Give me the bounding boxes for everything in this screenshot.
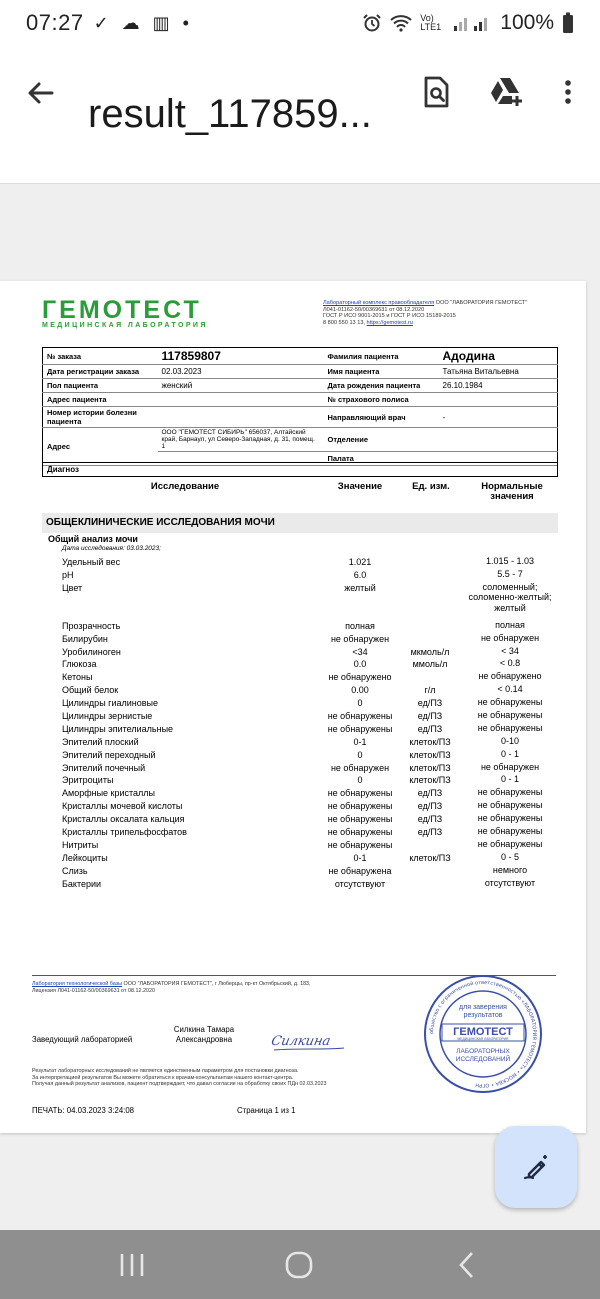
result-norm: полная [495,619,525,630]
head-of-lab-name: Силкина Тамара Александровна [173,1025,235,1044]
result-name: pH [62,569,74,580]
result-value: не обнаружено [328,672,392,683]
result-value: 6.0 [353,569,367,580]
result-unit: клеток/ПЗ [409,749,451,760]
result-value: не обнаружены [327,723,393,734]
status-right [362,11,574,35]
gemotest-logo [42,296,208,329]
order-label: № заказа [43,348,158,365]
result-value: 0.00 [351,685,369,696]
rights-holder-link[interactable]: Лабораторный комплекс правообладателя [323,300,435,306]
ward-label: Палата [324,452,439,466]
results-table [0,556,586,890]
signal-icon [452,14,492,32]
result-row [0,826,586,839]
add-to-drive-button[interactable] [488,74,524,110]
result-norm: не обнаружены [477,826,543,837]
result-norm: соломенный; соломенно-желтый; желтый [468,581,552,613]
result-norm: < 0.14 [497,684,523,695]
col-norm: Нормальные значения [481,481,543,502]
result-unit: ед/ПЗ [417,723,443,734]
network-label: Vo) LTE1 [420,13,442,32]
edit-annotate-fab[interactable] [495,1126,577,1208]
app-bar [0,46,600,184]
dob-label: Дата рождения пациента [324,379,439,393]
diagnosis-row: Диагноз [42,462,558,477]
col-unit: Ед. изм. [412,481,450,492]
result-value: 0 [357,749,363,760]
result-norm: не обнаружены [477,838,543,849]
patient-address-value [158,393,324,407]
policy-label: № страхового полиса [324,393,439,407]
col-value: Значение [337,481,383,492]
result-name: Эпителий почечный [62,762,146,773]
stamp-brand: ГЕМОТЕСТ [453,1026,513,1038]
result-value: не обнаружены [327,711,393,722]
result-row [0,813,586,826]
result-name: Лейкоциты [62,852,108,863]
name-value: Татьяна Витальевна [439,365,558,379]
stamp-top2: результатов [463,1012,503,1019]
result-norm: 5.5 - 7 [497,568,523,579]
sex-label: Пол пациента [43,379,158,393]
result-unit: ед/ПЗ [417,711,443,722]
result-row [0,710,586,723]
result-value: 0-1 [353,736,367,747]
more-options-button[interactable] [556,74,580,110]
stamp-ring-text: общество с ограниченной ответственностью «ЛАБОРАТОРИЯ ГЕМОТЕСТ» • МОСКВА • ОГРН [428,979,538,1089]
result-row [0,839,586,852]
result-value: не обнаружен [330,762,390,773]
result-row [0,646,586,659]
recents-icon [112,1248,152,1282]
result-value: <34 [352,646,368,657]
search-in-document-button[interactable] [418,74,454,110]
patient-address-label: Адрес пациента [43,393,158,407]
result-row [0,671,586,684]
legal-info [323,300,568,326]
back-nav-button[interactable] [447,1248,487,1282]
result-name: Цилиндры гиалиновые [62,698,158,709]
result-name: Бактерии [62,878,102,889]
signature [270,1029,350,1060]
result-value: не обнаружены [327,801,393,812]
patient-info-table [42,347,558,466]
result-row [0,878,586,891]
lab-license: Лицензия Л041-01162-50/00369631 от 08.12.2020 [32,987,155,994]
legal-license: Л041-01162-50/00369631 от 08.12.2020 [323,306,425,313]
result-unit: клеток/ПЗ [409,852,451,863]
result-norm: < 34 [501,645,519,656]
result-norm: не обнаружены [477,787,543,798]
result-name: Уробилиноген [62,646,121,657]
result-row [0,633,586,646]
result-norm: < 0.8 [499,658,521,669]
result-name: Цилиндры зернистые [62,711,153,722]
address-value: ООО "ГЕМОТЕСТ СИБИРЬ" 656037, Алтайский край, Барнаул, ул Северо-Западная, д. 31, помещ. 1 [158,428,324,452]
website-link[interactable]: https://gemotest.ru [366,319,413,326]
result-unit: ммоль/л [412,659,448,670]
order-value: 117859807 [158,348,324,365]
result-unit: клеток/ПЗ [409,762,451,773]
recent-apps-button[interactable] [112,1248,152,1282]
result-name: Эпителий переходный [62,749,156,760]
home-button[interactable] [279,1248,319,1282]
result-norm: 1.015 - 1.03 [485,556,535,566]
result-value: 0-1 [353,852,367,863]
wifi-icon [390,14,412,32]
disclaimer-line-3: Получая данный результат анализов, пациент подтверждает, что давал согласие на обработку своих ПДн 02.03.2023 [32,1081,327,1088]
result-unit: ед/ПЗ [417,827,443,838]
result-norm: отсутствуют [484,877,536,888]
result-norm: немного [492,864,528,875]
history-value [158,407,324,428]
result-name: Прозрачность [62,620,121,631]
result-row [0,762,586,775]
print-date: ПЕЧАТЬ: 04.03.2023 3:24:08 [32,1106,135,1115]
page-number: Страница 1 из 1 [237,1106,296,1115]
result-value: 0 [357,698,363,709]
result-value: желтый [344,582,376,593]
result-norm: 0 - 1 [500,774,519,785]
result-value: 0.0 [353,659,367,670]
result-name: Удельный вес [62,557,121,567]
result-value: не обнаружена [328,865,392,876]
stamp-bottom1: ЛАБОРАТОРНЫХ [456,1048,510,1055]
result-value: не обнаружены [327,788,393,799]
document-page[interactable] [0,281,586,1133]
legal-phone: 8 800 550 13 13, [323,319,367,326]
chevron-left-icon [447,1248,487,1282]
result-unit: клеток/ПЗ [409,736,451,747]
battery-icon [562,12,574,34]
result-name: Аморфные кристаллы [62,788,156,799]
notification-icons: ✓ ☁ ▥ • [93,12,193,33]
result-row [0,569,586,582]
result-row [0,865,586,878]
sex-value: женский [158,379,324,393]
home-icon [279,1248,319,1282]
result-value: не обнаружен [330,633,390,644]
result-norm: не обнаружен [480,761,540,772]
department-value [439,428,558,452]
surname-label: Фамилия пациента [324,348,439,365]
pen-sparkle-icon [521,1152,551,1182]
result-name: Эритроциты [62,775,114,786]
result-row [0,684,586,697]
result-name: Кристаллы трипельфосфатов [62,827,187,838]
doctor-value: - [439,407,558,428]
subsection-title: Общий анализ мочи [48,534,138,544]
result-unit: ед/ПЗ [417,698,443,709]
result-unit: ед/ПЗ [417,801,443,812]
legal-gost: ГОСТ Р ИСО 9001-2015 и ГОСТ Р ИСО 15189-2015 [323,313,456,320]
result-value: 0 [357,775,363,786]
result-name: Глюкоза [62,659,97,670]
result-row [0,787,586,800]
alarm-icon [362,13,382,33]
result-row [0,749,586,762]
dob-value: 26.10.1984 [439,379,558,393]
result-row [0,620,586,633]
head-of-lab-label: Заведующий лабораторией [32,1035,133,1044]
lab-text: ООО "ЛАБОРАТОРИЯ ГЕМОТЕСТ", г Люберцы, пр-кт Октябрьский, д. 183, [122,981,311,987]
status-bar [0,0,600,46]
result-row [0,658,586,671]
lab-stamp [422,973,544,1100]
result-value: не обнаружены [327,827,393,838]
col-study: Исследование [150,481,220,492]
doctor-label: Направляющий врач [324,407,439,428]
result-value: не обнаружены [327,814,393,825]
policy-value [439,393,558,407]
result-norm: 0 - 1 [500,748,519,759]
result-name: Цилиндры эпителиальные [62,723,174,734]
history-label: Номер истории болезни пациента [43,407,158,428]
reg-date-label: Дата регистрации заказа [43,365,158,379]
result-unit: мкмоль/л [410,646,450,657]
system-nav-bar [0,1230,600,1299]
stamp-top: для заверения [459,1004,507,1011]
disclaimer-line-1: Результат лабораторных исследований не является единственным параметром для постановки диагноза. [32,1068,299,1074]
result-name: Кристаллы оксалата кальция [62,814,185,825]
result-unit: ед/ПЗ [417,814,443,825]
result-norm: не обнаружен [480,632,540,643]
surname-value: Адодина [439,348,558,365]
result-norm: не обнаружено [478,671,542,682]
result-name: Слизь [62,865,88,876]
stamp-bottom2: ИССЛЕДОВАНИЙ [455,1056,511,1063]
document-title: result_117859... [88,92,372,136]
disclaimer-line-2: За интерпретацией результатов Вы можете обратиться к врачам-консультантам нашего контакт-центра. [32,1074,294,1081]
result-name: Кристаллы мочевой кислоты [62,801,183,812]
result-norm: 0-10 [500,735,519,746]
lab-info [32,981,372,994]
section-title: ОБЩЕКЛИНИЧЕСКИЕ ИССЛЕДОВАНИЯ МОЧИ [42,513,558,533]
clock: 07:27 [26,10,84,35]
result-value: полная [345,620,375,631]
result-name: Нитриты [62,839,99,850]
document-search-icon [418,74,454,110]
disclaimer [32,1068,422,1088]
result-norm: не обнаружены [477,813,543,824]
result-unit: ед/ПЗ [417,788,443,799]
address-label: Адрес [43,428,158,466]
signature-text: Силкина [270,1034,332,1049]
result-value: 1.021 [348,557,372,567]
result-norm: не обнаружены [477,722,543,733]
department-label: Отделение [324,428,439,452]
result-row [0,736,586,749]
result-norm: не обнаружены [477,710,543,721]
study-date: Дата исследования: 03.03.2023; [62,545,161,552]
result-row [0,556,586,569]
result-name: Кетоны [62,672,93,683]
reg-date-value: 02.03.2023 [158,365,324,379]
result-unit: клеток/ПЗ [409,775,451,786]
lab-link[interactable]: Лаборатория технологической базы [32,981,123,987]
result-row [0,697,586,710]
result-row [0,852,586,865]
result-norm: 0 - 5 [500,851,519,862]
result-unit: г/л [424,685,436,696]
result-row [0,774,586,787]
result-row [0,723,586,736]
arrow-back-icon [24,76,58,110]
result-value: не обнаружены [327,839,393,850]
more-vert-icon [556,74,580,110]
back-button[interactable] [24,76,58,110]
logo-subtitle: МЕДИЦИНСКАЯ ЛАБОРАТОРИЯ [42,322,208,329]
logo-name: ГЕМОТЕСТ [42,296,202,324]
battery-level: 100% [500,11,554,34]
result-value: отсутствуют [334,878,386,889]
result-row [0,800,586,813]
drive-add-icon [488,74,524,110]
result-name: Общий белок [62,685,119,696]
result-norm: не обнаружены [477,697,543,708]
result-norm: не обнаружены [477,800,543,811]
legal-line: ООО "ЛАБОРАТОРИЯ ГЕМОТЕСТ" [434,300,528,306]
result-name: Цвет [62,582,83,593]
result-row [0,582,586,620]
name-label: Имя пациента [324,365,439,379]
stamp-brand-sub: МЕДИЦИНСКАЯ ЛАБОРАТОРИЯ [457,1037,509,1041]
result-name: Эпителий плоский [62,736,139,747]
result-name: Билирубин [62,633,108,644]
